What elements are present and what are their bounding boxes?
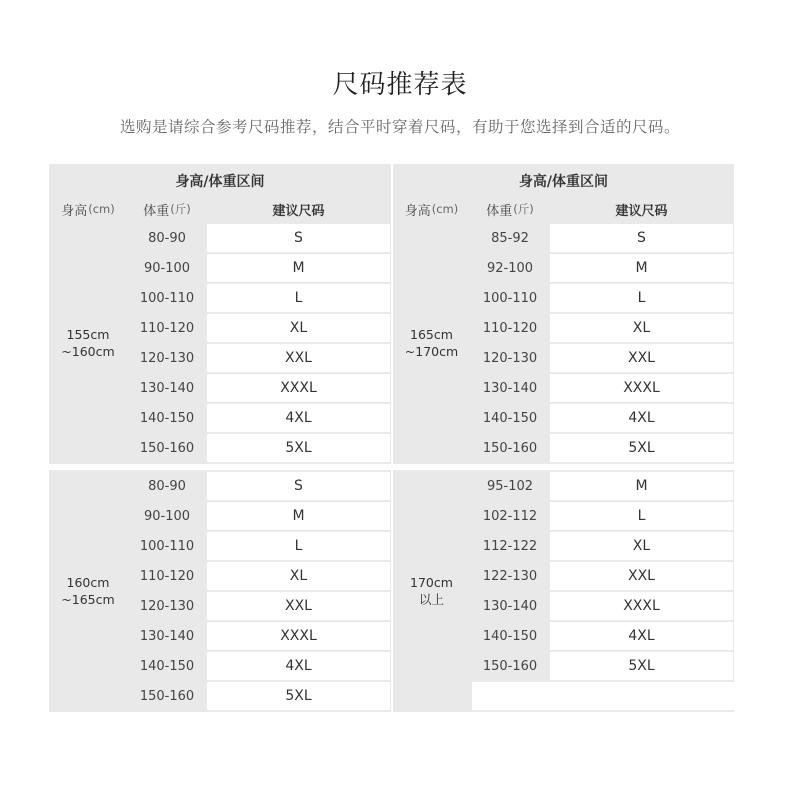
weight-value: 140-150 [482,410,538,426]
weight-cell [129,472,205,500]
weight-value: 140-150 [139,658,195,674]
size-cell [550,532,733,560]
weight-value: 150-160 [139,688,195,704]
weight-value: 150-160 [482,440,538,456]
weight-cell [472,652,548,680]
size-cell [207,434,390,462]
size-header-label: 建议尺码 [272,203,325,219]
weight-value: 120-130 [139,598,195,614]
weight-value: 130-140 [139,628,195,644]
size-value: L [637,290,646,306]
size-value: S [637,230,646,246]
size-cell [550,592,733,620]
weight-value: 140-150 [139,410,195,426]
weight-cell [129,532,205,560]
size-cell [207,562,390,590]
weight-value: 120-130 [139,350,195,366]
height-range-line1: 165cm [410,327,453,342]
size-header-label: 建议尺码 [615,203,668,219]
size-value: S [294,478,303,494]
weight-cell [472,532,548,560]
size-header [207,196,390,222]
size-cell [550,502,733,530]
weight-cell [129,224,205,252]
weight-value: 150-160 [482,658,538,674]
page-title: 尺码推荐表 [332,70,468,100]
empty-cell [472,682,735,710]
weight-cell [129,622,205,650]
weight-cell [129,284,205,312]
weight-value: 95-102 [486,478,534,494]
weight-cell [472,404,548,432]
size-cell [550,314,733,342]
weight-value: 100-110 [482,290,538,306]
size-cell [550,434,733,462]
weight-value: 122-130 [482,568,538,584]
weight-cell [129,374,205,402]
size-cell [550,652,733,680]
weight-value: 100-110 [139,290,195,306]
size-value: 5XL [285,688,312,704]
size-value: L [294,538,303,554]
size-cell [550,344,733,372]
weight-cell [129,652,205,680]
size-cell [207,284,390,312]
height-range-line2: ~170cm [404,344,459,359]
size-value: XXL [285,598,312,614]
height-range-line1: 170cm [410,575,453,590]
weight-unit-label: (斤) [170,202,191,216]
size-cell [550,472,733,500]
size-cell [550,284,733,312]
weight-cell [129,254,205,282]
weight-cell [129,314,205,342]
weight-header-label: 体重 [486,203,513,219]
height-range-line2: 以上 [418,592,444,607]
weight-cell [472,314,548,342]
size-value: 4XL [285,658,312,674]
size-cell [550,374,733,402]
weight-value: 80-90 [148,478,186,494]
size-value: S [294,230,303,246]
weight-cell [472,374,548,402]
size-cell [207,592,390,620]
weight-header [472,196,548,222]
weight-cell [129,562,205,590]
size-value: XXL [285,350,312,366]
weight-value: 102-112 [482,508,538,524]
height-header-label: 身高 [404,203,431,219]
weight-cell [472,434,548,462]
size-value: XXXL [280,628,317,644]
height-unit-label: (cm) [88,202,115,216]
height-range-line1: 160cm [66,575,110,590]
height-range-cell [49,224,127,462]
size-cell [207,622,390,650]
weight-cell [472,472,548,500]
weight-cell [129,434,205,462]
weight-cell [472,224,548,252]
weight-value: 92-100 [486,260,534,276]
height-range-cell [393,472,470,710]
size-value: XL [632,320,651,336]
weight-value: 140-150 [482,628,538,644]
size-cell [550,404,733,432]
weight-value: 90-100 [143,508,191,524]
height-header-label: 身高 [61,203,88,219]
size-cell [207,344,390,372]
size-cell [207,652,390,680]
size-cell [207,502,390,530]
group-header-label: 身高/体重区间 [175,174,265,190]
size-value: M [635,478,648,494]
size-value: 4XL [628,628,655,644]
weight-value: 112-122 [482,538,538,554]
size-cell [207,314,390,342]
weight-value: 110-120 [139,568,195,584]
size-value: 4XL [285,410,312,426]
weight-cell [129,404,205,432]
size-value: M [292,260,305,276]
weight-value: 100-110 [139,538,195,554]
weight-value: 130-140 [482,380,538,396]
size-value: XXXL [280,380,317,396]
group-header-label: 身高/体重区间 [518,174,609,190]
size-cell [207,682,390,710]
size-value: XXXL [623,598,660,614]
size-cell [550,622,733,650]
weight-value: 130-140 [482,598,538,614]
group-header [49,167,391,195]
weight-cell [472,622,548,650]
weight-unit-label: (斤) [513,202,534,216]
size-value: XL [632,538,651,554]
size-cell [207,374,390,402]
weight-value: 90-100 [143,260,191,276]
size-cell [207,224,390,252]
size-cell [207,532,390,560]
height-header [393,196,470,222]
weight-value: 120-130 [482,350,538,366]
height-unit-label: (cm) [431,202,459,216]
weight-header-label: 体重 [143,203,170,219]
size-value: L [294,290,303,306]
size-value: M [635,260,648,276]
size-cell [550,562,733,590]
weight-cell [472,592,548,620]
size-cell [550,254,733,282]
size-value: 5XL [285,440,312,456]
weight-value: 110-120 [482,320,538,336]
size-cell [207,472,390,500]
height-header [49,196,127,222]
size-value: XXXL [623,380,660,396]
weight-value: 130-140 [139,380,195,396]
size-value: 5XL [628,658,655,674]
weight-cell [129,592,205,620]
weight-value: 80-90 [148,230,186,246]
weight-value: 85-92 [491,230,529,246]
size-value: L [637,508,646,524]
weight-cell [472,284,548,312]
weight-cell [472,344,548,372]
size-cell [550,224,733,252]
page-subtitle: 选购是请综合参考尺码推荐，结合平时穿着尺码，有助于您选择到合适的尺码。 [119,118,680,136]
size-value: XL [289,568,308,584]
height-range-line1: 155cm [66,327,110,342]
size-value: 4XL [628,410,655,426]
size-value: 5XL [628,440,655,456]
size-header [550,196,733,222]
height-range-line2: ~160cm [61,344,115,359]
weight-header [129,196,205,222]
weight-value: 150-160 [139,440,195,456]
weight-cell [472,502,548,530]
weight-cell [129,682,205,710]
size-value: M [292,508,305,524]
weight-cell [129,502,205,530]
size-cell [207,254,390,282]
size-cell [207,404,390,432]
weight-cell [472,254,548,282]
height-range-cell [393,224,470,462]
height-range-cell [49,472,127,710]
size-value: XXL [628,350,655,366]
size-value: XL [289,320,308,336]
weight-value: 110-120 [139,320,195,336]
group-header [393,167,734,195]
weight-cell [472,562,548,590]
size-value: XXL [628,568,655,584]
weight-cell [129,344,205,372]
height-range-line2: ~165cm [61,592,115,607]
